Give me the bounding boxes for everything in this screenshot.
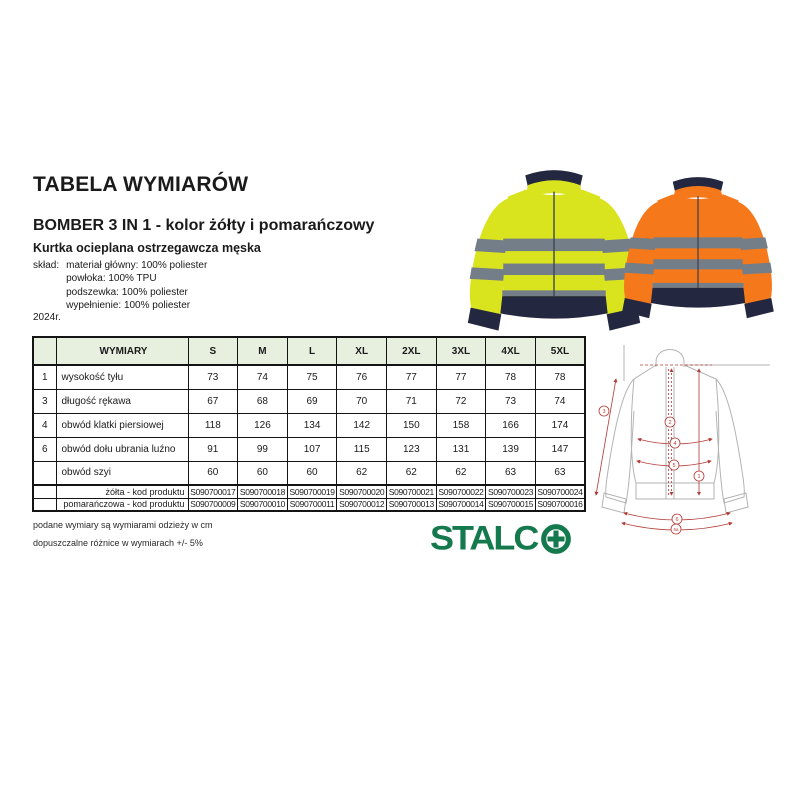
measure-sleeve <box>596 379 616 495</box>
footnote-line: dopuszczalne różnice w wymiarach +/- 5% <box>33 537 203 548</box>
row-number <box>33 498 56 511</box>
cell-value: 77 <box>387 365 437 389</box>
composition-lines <box>66 259 207 313</box>
cell-value: 147 <box>535 437 585 461</box>
diagram-sleeve-right <box>716 379 744 503</box>
cell-value: 150 <box>387 413 437 437</box>
product-code: S090700016 <box>535 498 585 511</box>
header-cell-size: 2XL <box>387 337 437 365</box>
diagram-label-3 <box>599 406 609 416</box>
product-code: S090700015 <box>486 498 536 511</box>
diagram-label-1 <box>694 471 704 481</box>
row-label: wysokość tyłu <box>56 365 188 389</box>
cell-value: 139 <box>486 437 536 461</box>
jacket-photo-orange <box>610 170 786 330</box>
sleeve-stripe <box>628 237 657 250</box>
row-label: obwód klatki piersiowej <box>56 413 188 437</box>
footnote-line: podane wymiary są wymiarami odzieży w cm <box>33 520 213 530</box>
composition-label: skład: <box>33 260 60 271</box>
product-code: S090700012 <box>337 498 387 511</box>
table-row <box>33 437 585 461</box>
code-row-label: żółta - kod produktu <box>56 485 188 498</box>
cell-value: 73 <box>486 389 536 413</box>
cell-value: 131 <box>436 437 486 461</box>
header-cell-size: M <box>238 337 288 365</box>
cell-value: 78 <box>535 365 585 389</box>
product-subtitle: Kurtka ocieplana ostrzegawcza męska <box>33 241 261 255</box>
cell-value: 62 <box>436 461 486 485</box>
table-row-codes-yellow <box>33 485 585 498</box>
composition-line: powłoka: 100% TPU <box>66 273 157 285</box>
row-number: 1 <box>33 365 56 389</box>
code-row-label: pomarańczowa - kod produktu <box>56 498 188 511</box>
diagram-sleeve-left <box>606 379 634 503</box>
header-cell-empty <box>33 337 56 365</box>
cell-value: 67 <box>188 389 238 413</box>
product-code: S090700022 <box>436 485 486 498</box>
sleeve-stripe <box>739 237 768 250</box>
diagram-label-2 <box>665 417 675 427</box>
cell-value: 63 <box>535 461 585 485</box>
cell-value: 134 <box>287 413 337 437</box>
product-code: S090700020 <box>337 485 387 498</box>
diagram-body <box>631 365 719 499</box>
header-cell-size: 4XL <box>486 337 536 365</box>
composition-line: materiał główny: 100% poliester <box>66 260 208 271</box>
svg-text:2: 2 <box>668 420 672 426</box>
table-row <box>33 389 585 413</box>
header-cell-size: 3XL <box>436 337 486 365</box>
svg-text:1: 1 <box>697 474 701 480</box>
header-cell-size: XL <box>337 337 387 365</box>
hem-band <box>500 296 607 319</box>
table-row <box>33 413 585 437</box>
circle-plus-icon <box>539 522 573 556</box>
svg-text:6: 6 <box>675 517 679 523</box>
product-code: S090700018 <box>238 485 288 498</box>
cell-value: 75 <box>287 365 337 389</box>
header-cell-size: 5XL <box>535 337 585 365</box>
composition-block <box>33 259 207 313</box>
footnotes <box>33 517 213 552</box>
row-label: długość rękawa <box>56 389 188 413</box>
cell-value: 123 <box>387 437 437 461</box>
table-row <box>33 365 585 389</box>
cell-value: 107 <box>287 437 337 461</box>
cell-value: 60 <box>287 461 337 485</box>
diagram-collar <box>656 350 684 368</box>
row-number <box>33 485 56 498</box>
header-cell-size: S <box>188 337 238 365</box>
cell-value: 69 <box>287 389 337 413</box>
sleeve-stripe <box>474 239 507 253</box>
diagram-label-4 <box>670 438 680 448</box>
table-row <box>33 461 585 485</box>
row-number: 3 <box>33 389 56 413</box>
svg-text:4: 4 <box>673 441 677 447</box>
cell-value: 62 <box>337 461 387 485</box>
product-code: S090700019 <box>287 485 337 498</box>
product-code: S090700023 <box>486 485 536 498</box>
cell-value: 126 <box>238 413 288 437</box>
diagram-label-6 <box>672 514 682 524</box>
cell-value: 76 <box>337 365 387 389</box>
cell-value: 73 <box>188 365 238 389</box>
cell-value: 74 <box>238 365 288 389</box>
cell-value: 174 <box>535 413 585 437</box>
diagram-cuffs <box>602 493 748 513</box>
cell-value: 77 <box>436 365 486 389</box>
row-number <box>33 461 56 485</box>
cell-value: 60 <box>238 461 288 485</box>
sleeve-stripe <box>470 267 504 280</box>
cell-value: 71 <box>387 389 437 413</box>
header-cell-wymiary: WYMIARY <box>56 337 188 365</box>
size-table <box>32 336 586 512</box>
row-number: 4 <box>33 413 56 437</box>
diagram-placket <box>666 367 677 499</box>
cell-value: 74 <box>535 389 585 413</box>
row-label: obwód szyi <box>56 461 188 485</box>
row-number: 6 <box>33 437 56 461</box>
stalco-logo-text: STALC <box>430 517 538 558</box>
cell-value: 63 <box>486 461 536 485</box>
product-code: S090700009 <box>188 498 238 511</box>
composition-line: podszewka: 100% poliester <box>66 286 188 298</box>
cell-value: 99 <box>238 437 288 461</box>
measurement-diagram <box>592 330 770 544</box>
row-label: obwód dołu ubrania luźno <box>56 437 188 461</box>
cell-value: 72 <box>436 389 486 413</box>
cell-value: 62 <box>387 461 437 485</box>
product-code: S090700017 <box>188 485 238 498</box>
table-header-row <box>33 337 585 365</box>
cell-value: 70 <box>337 389 387 413</box>
cell-value: 118 <box>188 413 238 437</box>
diagram-label-5 <box>669 460 679 470</box>
stalco-logo <box>430 517 573 558</box>
product-code: S090700011 <box>287 498 337 511</box>
cell-value: 158 <box>436 413 486 437</box>
svg-text:6a: 6a <box>673 527 679 532</box>
header-cell-size: L <box>287 337 337 365</box>
diagram-label-6a <box>671 524 681 534</box>
sleeve-stripe <box>742 263 772 275</box>
product-code: S090700010 <box>238 498 288 511</box>
composition-line: wypełnienie: 100% poliester <box>66 300 191 312</box>
cell-value: 68 <box>238 389 288 413</box>
product-code: S090700013 <box>387 498 437 511</box>
svg-text:3: 3 <box>602 409 606 415</box>
cell-value: 115 <box>337 437 387 461</box>
cell-value: 60 <box>188 461 238 485</box>
product-code: S090700024 <box>535 485 585 498</box>
cell-value: 91 <box>188 437 238 461</box>
svg-text:5: 5 <box>672 463 676 469</box>
cell-value: 166 <box>486 413 536 437</box>
sleeve-stripe <box>624 263 654 275</box>
hem-band <box>651 288 745 308</box>
cell-value: 78 <box>486 365 536 389</box>
product-code: S090700014 <box>436 498 486 511</box>
product-code: S090700021 <box>387 485 437 498</box>
cell-value: 142 <box>337 413 387 437</box>
page-title: TABELA WYMIARÓW <box>33 173 249 196</box>
product-name: BOMBER 3 IN 1 - kolor żółty i pomarańczowy <box>33 217 375 234</box>
year-label: 2024r. <box>33 312 61 323</box>
table-row-codes-orange <box>33 498 585 511</box>
